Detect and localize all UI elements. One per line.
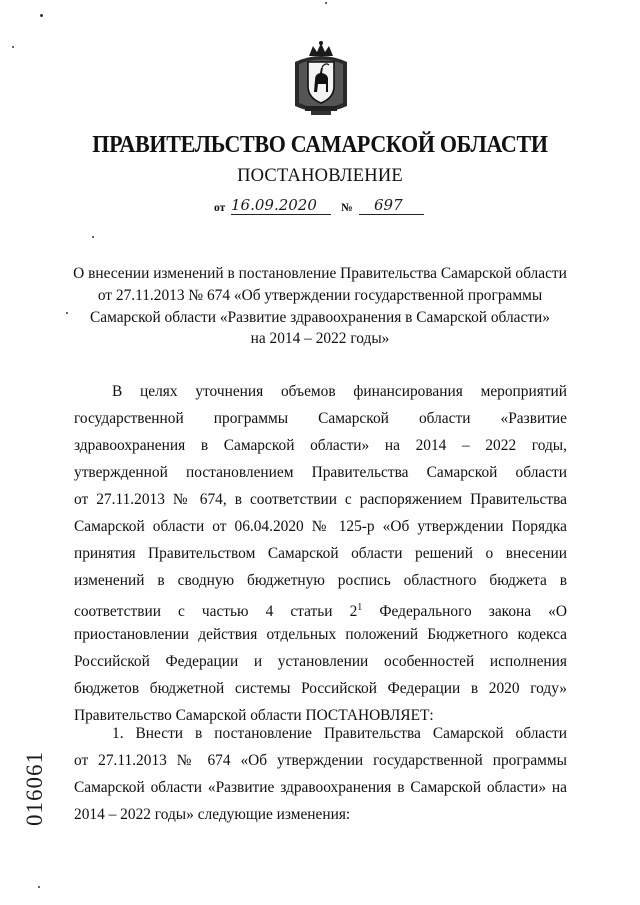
margin-stamp-number: 016061	[22, 751, 47, 826]
preamble-paragraph	[74, 378, 567, 729]
item-1-paragraph	[74, 720, 567, 828]
body-line: 1. Внести в постановление Правительства Самарской области	[112, 725, 567, 742]
body-line: В целях уточнения объемов финансирования мероприятий	[112, 383, 567, 400]
scan-speck	[325, 2, 327, 4]
document-subject	[60, 263, 580, 350]
body-line-part: Федерального закона «О	[379, 603, 567, 620]
body-line: 2014 – 2022 годы» следующие изменения:	[74, 806, 351, 823]
date-underline	[231, 214, 331, 215]
number-underline	[359, 214, 424, 215]
scan-speck	[12, 46, 14, 48]
body-line: Правительство Самарской области ПОСТАНОВЛЯЕТ:	[74, 707, 434, 724]
scan-speck	[40, 14, 43, 17]
government-title: ПРАВИТЕЛЬСТВО САМАРСКОЙ ОБЛАСТИ	[92, 129, 548, 158]
body-line: Самарской области от 06.04.2020 № 125-р «Об утверждении Порядка	[74, 518, 567, 535]
body-line: приостановлении действия отдельных положений Бюджетного кодекса	[74, 626, 567, 643]
body-line-part: соответствии с частью 4 статьи 2	[74, 603, 358, 620]
samara-coat-of-arms-icon	[291, 40, 351, 118]
body-line: утвержденной постановлением Правительства Самарской области	[74, 464, 567, 481]
date-value: 16.09.2020	[231, 196, 317, 214]
scan-speck	[66, 312, 68, 314]
scan-speck	[92, 236, 94, 238]
body-line: от 27.11.2013 № 674 «Об утверждении государственной программы	[74, 752, 567, 769]
body-line: Самарской области «Развитие здравоохранения в Самарской области» на	[74, 779, 567, 796]
body-line: принятия Правительством Самарской области решений о внесении	[74, 545, 567, 562]
date-number-line	[214, 196, 434, 218]
body-line: изменений в сводную бюджетную роспись областного бюджета в	[74, 572, 567, 589]
scan-speck	[38, 886, 40, 888]
body-line: государственной программы Самарской области «Развитие	[74, 410, 567, 427]
date-prefix: от	[214, 202, 226, 214]
number-value: 697	[374, 196, 403, 214]
subject-line: на 2014 – 2022 годы»	[250, 330, 390, 348]
document-type: ПОСТАНОВЛЕНИЕ	[237, 166, 403, 186]
body-line: от 27.11.2013 № 674, в соответствии с распоряжением Правительства	[74, 491, 567, 508]
subject-line: О внесении изменений в постановление Правительства Самарской области	[73, 265, 567, 282]
body-line-with-superscript	[74, 594, 567, 621]
body-line: Российской Федерации и установлении особенностей исполнения	[74, 653, 567, 670]
superscript: 1	[357, 602, 363, 613]
subject-line: от 27.11.2013 № 674 «Об утверждении государственной программы	[97, 286, 543, 304]
number-prefix: №	[341, 202, 353, 214]
subject-line: Самарской области «Развитие здравоохранения в Самарской области»	[89, 308, 550, 326]
body-line: здравоохранения в Самарской области» на 2014 – 2022 годы,	[74, 437, 567, 454]
body-line: бюджетов бюджетной системы Российской Федерации в 2020 году»	[74, 680, 567, 697]
